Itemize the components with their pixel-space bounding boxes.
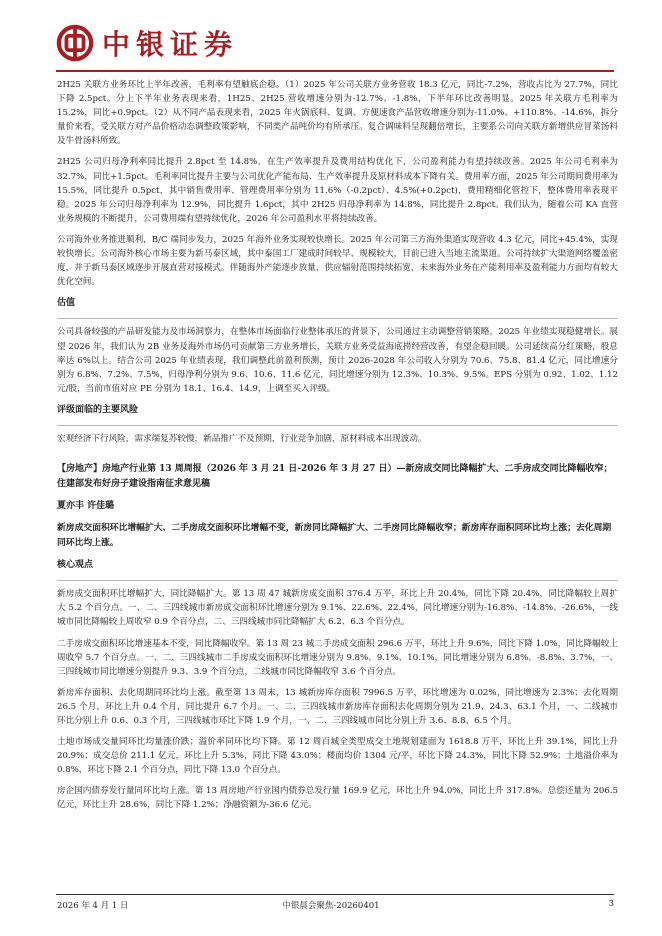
body-paragraph: 新房库存面积、去化周期同环比均上涨。截至第 13 周末，13 城新房库存面积 7996.5 万平，环比增速为 0.02%，同比增速为 2.3%；去化周期 26.5 个月，环比上升 0.4 个月，同比提升 6.7 个月。一、二、三四线城市新房库存面积去化周期分别为 21.9、24.3、63.1 个月，一、二线城市环比分别上升 0.6、0.3 个月，三四线城市环比下降 1.9 个月，一、二、三四线城市同比分别上升 3.6、8.8、6.5 个月。 <box>57 687 618 726</box>
body-paragraph: 新房成交面积环比增幅扩大，同比降幅扩大。第 13 周 47 城新房成交面积 376.4 万平，环比上升 20.4%，同比下降 20.4%，同比降幅较上周扩大 5.2 个百分点。一、二、三四线城市新房成交面积环比增速分别为 9.1%、22.6%、22.4%，同比增速分别为-16.8%、-14.8%、-26.6%，一线城市同比降幅较上周收窄 0.9 个百分点，二、三四线城市同比降幅扩大 6.2、6.3 个百分点。 <box>57 589 618 628</box>
body-paragraph: 土地市场成交量同环比均量涨价跌；溢价率同环比均下降。第 12 周百城全类型成交土地规划建面为 1618.8 万平，环比上升 39.1%，同比上升 20.9%；成交总价 211.1 亿元，环比上升 5.3%，同比下降 43.0%；楼面均价 1304 元/平，环比下降 24.3%，同比下降 52.9%；土地溢价率为 0.8%，环比下降 2.1 个百分点，同比下降 13.0 个百分点。 <box>57 737 618 776</box>
valuation-text: 公司具备较强的产品研发能力及市场洞察力，在整体市场面临行业整体承压的背景下，公司通过主动调整营销策略，2025 年业绩实现稳健增长。展望 2026 年，我们认为 2B 业务及海外市场仍可贡献第三方业务增长，关联方业务受益海底捞经营改善，有望企稳回暖。公司延续高分红策略，股息率达 6%以上。结合公司 2025 年业绩表现，我们调整此前盈利预测，预计 2026-2028 年公司收入分别为 70.6、75.8、81.4 亿元，同比增速分别为 6.8%、7.2%、7.5%，归母净利分别为 9.6、10.6、11.6 亿元，同比增速分别为 12.3%、10.3%、9.5%。EPS 分别为 0.92、1.02、1.12 元/股，当前市值对应 PE 分别为 18.1、16.4、14.9，上调至买入评级。 <box>57 327 618 394</box>
footer-date: 2026 年 4 月 1 日 <box>57 901 129 911</box>
risk-text: 宏观经济下行风险，需求端复苏较慢，新品推广不及预期，行业竞争加剧，原材料成本出现波动。 <box>57 433 427 444</box>
brand-name: 中银证券 <box>102 28 239 61</box>
report-title: 【房地产】房地产行业第 13 周周报（2026 年 3 月 21 日-2026 年 3 月 27 日）—新房成交同比降幅扩大、二手房成交同比降幅收窄；住建部发布好房子建设指南征求意见稿 <box>57 464 613 490</box>
footer-title: 中银晨会聚焦-20260401 <box>282 901 380 911</box>
footer-divider <box>56 894 614 895</box>
section-divider <box>57 425 618 426</box>
page-content <box>57 78 618 820</box>
body-paragraph: 2H25 公司归母净利率同比提升 2.8pct 至 14.8%，在生产效率提升及费用结构优化下，公司盈利能力有望持续改善。2025 年公司毛利率为 32.7%，同比+1.5pct。毛利率同比提升主要与公司优化产能布局、生产效率提升及原材料成本下降有关。费用率方面，2025 年公司期间费用率为 15.5%，同比提升 0.5pct，其中销售费用率、管理费用率分别为 11.6%（-0.2pct）、4.5%(+0.2pct)，费用精细化管控下，整体费用率表现平稳。2025 年公司归母净利率为 12.9%，同比提升 1.6pct，其中 2H25 归母净利率为 14.8%，同比提升 2.8pct。我们认为，随着公司 KA 直营业务规模的不断提升，公司费用端有望持续优化，2026 年公司盈利水平将持续改善。 <box>57 157 618 224</box>
core-views-title: 核心观点 <box>57 560 94 571</box>
report-summary: 新房成交面积环比增幅扩大、二手房成交面积环比增幅不变，新房同比降幅扩大、二手房同比降幅收窄；新房库存面积同环比均上涨；去化周期同环比均上涨。 <box>57 523 612 548</box>
page-number: 3 <box>608 899 614 909</box>
bank-of-china-logo-icon <box>56 24 94 62</box>
section-divider <box>57 580 618 581</box>
section-divider <box>57 318 618 319</box>
risk-title: 评级面临的主要风险 <box>57 404 139 415</box>
report-authors: 夏亦丰 许佳璐 <box>57 501 115 512</box>
body-paragraph: 公司海外业务推进顺利，B/C 端同步发力，2025 年海外业务实现较快增长。2025 年公司第三方海外渠道实现营收 4.3 亿元，同比+45.4%，实现较快增长。公司海外核心市场主要为新马泰区域，其中泰国工厂建成时间较早、规模较大，目前已进入当地主流渠道。公司持续扩大渠道网络覆盖密度，并于新马泰区域逐步开展直营对接模式。伴随海外产能逐步放量，供应辐射范围持续拓宽，未来海外业务在产能利用率及盈利能力方面均有较大优化空间。 <box>57 234 618 288</box>
header-divider <box>56 70 614 72</box>
body-paragraph: 房企国内债券发行量同环比均上涨。第 13 周房地产行业国内债券总发行量 169.9 亿元，环比上升 94.0%，同比上升 317.8%。总偿还量为 206.5 亿元，环比上升 28.6%，同比下降 1.2%；净融资额为-36.6 亿元。 <box>57 786 618 811</box>
page-header <box>56 18 238 68</box>
body-paragraph: 2H25 关联方业务环比上半年改善，毛利率有望触底企稳。（1）2025 年公司关联方业务营收 18.3 亿元，同比-7.2%，营收占比为 27.7%，同比下降 2.5pct。分上下半年业务表现来看，1H25、2H25 营收增速分别为-12.7%、-1.8%，下半年环比改善明显。2025 年关联方毛利率为 15.2%，同比+0.9pct。（2）从不同产品表现来看，2025 年火锅底料、复调、方便速食产品营收增速分别为-11.0%、+110.8%、-14.6%，拆分量价来看，受关联方对产品价格动态调整政策影响，不同类产品吨价均有所承压。复合调味料呈现翻倍增长，主要系公司向关联方新增供应冒菜汤料及牛骨汤料所致。 <box>57 80 618 147</box>
valuation-title: 估值 <box>57 298 76 309</box>
body-paragraph: 二手房成交面积环比增速基本不变，同比降幅收窄。第 13 周 23 城二手房成交面积 296.6 万平，环比上升 9.6%，同比下降 1.0%，同比降幅较上周收窄 5.7 个百分点。一、二、三四线城市二手房成交面积环比增速分别为 9.8%、9.1%、10.1%，同比增速分别为 6.8%、-8.8%、3.7%，一、三四线城市同比增速分别提升 9.3、3.9 个百分点，二线城市同比降幅收窄 3.6 个百分点。 <box>57 638 618 677</box>
